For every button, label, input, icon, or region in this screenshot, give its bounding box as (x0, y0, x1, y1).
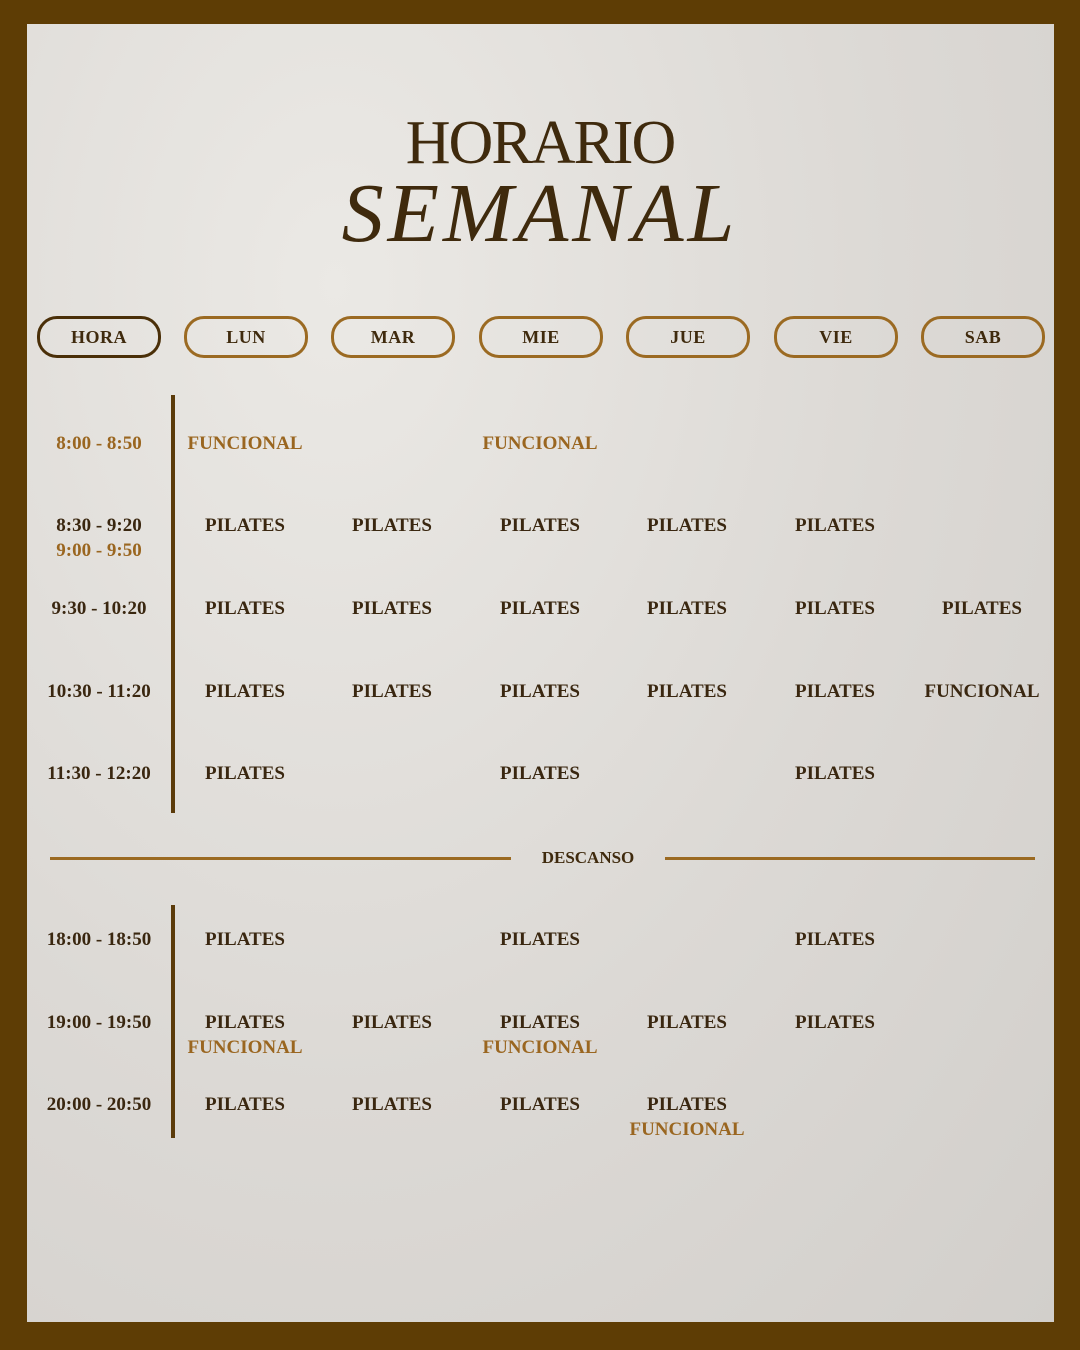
evening-row (0, 1010, 1080, 1070)
time-label: 18:00 - 18:50 (46, 929, 152, 950)
class-cell-mie (466, 761, 614, 786)
class-cell-vie (761, 927, 909, 952)
class-cell-mar (318, 1092, 466, 1117)
morning-row (0, 596, 1080, 656)
header-vie: VIE (774, 316, 898, 358)
morning-row (0, 431, 1080, 491)
time-label: 8:30 - 9:20 (56, 515, 142, 536)
class-cell-lun (171, 513, 319, 538)
class-cell-sab (908, 596, 1056, 621)
time-label: 11:30 - 12:20 (47, 763, 151, 784)
class-cell-jue (613, 513, 761, 538)
time-label: 20:00 - 20:50 (46, 1094, 152, 1115)
class-label: PILATES (205, 598, 285, 619)
class-label: PILATES (795, 515, 875, 536)
class-label: FUNCIONAL (482, 433, 598, 454)
class-label: PILATES (205, 763, 285, 784)
class-cell-lun (171, 927, 319, 952)
morning-row (0, 761, 1080, 821)
time-cell (24, 679, 174, 704)
class-cell-jue (613, 1092, 761, 1142)
class-cell-mie (466, 927, 614, 952)
time-label: 9:30 - 10:20 (51, 598, 147, 619)
header-lun: LUN (184, 316, 308, 358)
header-mie: MIE (479, 316, 603, 358)
class-label: PILATES (205, 1094, 285, 1115)
class-cell-vie (761, 1010, 909, 1035)
class-cell-sab (908, 679, 1056, 704)
class-cell-vie (761, 761, 909, 786)
class-label: FUNCIONAL (629, 1119, 745, 1140)
class-label: PILATES (205, 1012, 285, 1033)
title-semanal: SEMANAL (341, 167, 739, 260)
class-label: PILATES (647, 598, 727, 619)
class-label: FUNCIONAL (187, 1037, 303, 1058)
time-label: 9:00 - 9:50 (56, 540, 142, 561)
time-cell (24, 513, 174, 563)
class-cell-lun (171, 679, 319, 704)
time-label: 19:00 - 19:50 (46, 1012, 152, 1033)
class-cell-jue (613, 1010, 761, 1035)
class-label: PILATES (942, 598, 1022, 619)
class-cell-mie (466, 513, 614, 538)
class-label: FUNCIONAL (187, 433, 303, 454)
class-label: PILATES (352, 1094, 432, 1115)
class-label: PILATES (500, 681, 580, 702)
header-hora: HORA (37, 316, 161, 358)
class-label: FUNCIONAL (924, 681, 1040, 702)
class-cell-mie (466, 596, 614, 621)
time-cell (24, 431, 174, 456)
morning-row (0, 513, 1080, 573)
time-label: 10:30 - 11:20 (47, 681, 151, 702)
class-cell-lun (171, 1092, 319, 1117)
break-line-right (665, 857, 1035, 860)
break-line-left (50, 857, 511, 860)
class-cell-mie (466, 431, 614, 456)
class-label: PILATES (205, 929, 285, 950)
morning-row (0, 679, 1080, 739)
time-cell (24, 1092, 174, 1117)
class-label: PILATES (647, 1094, 727, 1115)
time-label: 8:00 - 8:50 (56, 433, 142, 454)
title-horario: HORARIO (405, 109, 675, 177)
header-sab: SAB (921, 316, 1045, 358)
class-label: PILATES (352, 598, 432, 619)
header-jue: JUE (626, 316, 750, 358)
time-cell (24, 596, 174, 621)
class-cell-mie (466, 1010, 614, 1060)
class-label: PILATES (647, 515, 727, 536)
class-cell-vie (761, 679, 909, 704)
class-label: PILATES (647, 681, 727, 702)
class-label: PILATES (352, 1012, 432, 1033)
class-cell-lun (171, 761, 319, 786)
class-label: PILATES (352, 681, 432, 702)
time-cell (24, 1010, 174, 1035)
class-label: PILATES (795, 929, 875, 950)
class-cell-vie (761, 596, 909, 621)
class-label: PILATES (352, 515, 432, 536)
class-label: PILATES (500, 763, 580, 784)
class-label: PILATES (500, 929, 580, 950)
class-cell-mar (318, 513, 466, 538)
break-label: DESCANSO (541, 848, 635, 867)
class-cell-mie (466, 1092, 614, 1117)
class-label: PILATES (500, 1094, 580, 1115)
class-cell-lun (171, 1010, 319, 1060)
header-mar: MAR (331, 316, 455, 358)
class-cell-mar (318, 596, 466, 621)
class-cell-mar (318, 679, 466, 704)
class-label: PILATES (795, 763, 875, 784)
class-label: PILATES (795, 1012, 875, 1033)
class-cell-jue (613, 596, 761, 621)
class-label: PILATES (647, 1012, 727, 1033)
class-label: PILATES (795, 598, 875, 619)
class-cell-lun (171, 596, 319, 621)
class-label: FUNCIONAL (482, 1037, 598, 1058)
time-cell (24, 761, 174, 786)
class-label: PILATES (500, 515, 580, 536)
evening-row (0, 1092, 1080, 1152)
class-label: PILATES (205, 681, 285, 702)
class-cell-jue (613, 679, 761, 704)
class-cell-lun (171, 431, 319, 456)
evening-row (0, 927, 1080, 987)
class-cell-vie (761, 513, 909, 538)
class-label: PILATES (500, 1012, 580, 1033)
class-label: PILATES (205, 515, 285, 536)
class-cell-mie (466, 679, 614, 704)
class-label: PILATES (795, 681, 875, 702)
time-cell (24, 927, 174, 952)
class-label: PILATES (500, 598, 580, 619)
class-cell-mar (318, 1010, 466, 1035)
